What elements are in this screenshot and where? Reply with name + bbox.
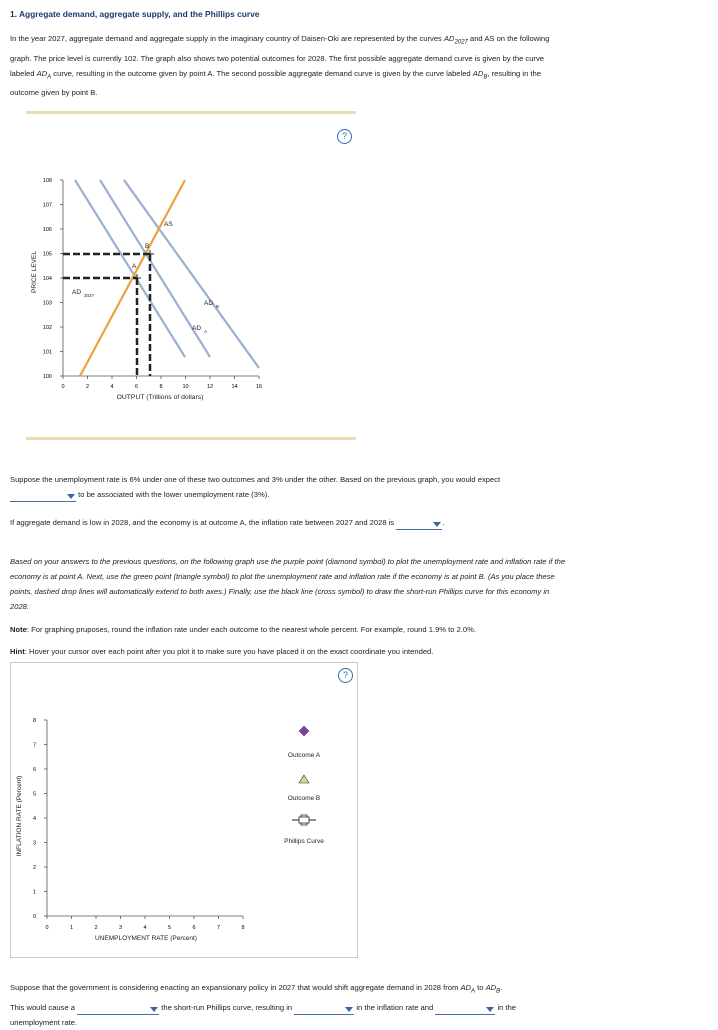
graph1-xtick-2: [86, 376, 89, 390]
graph1-xtick-14: [231, 376, 237, 390]
svg-text:107: 107: [42, 202, 52, 209]
svg-text:0: 0: [32, 914, 36, 920]
svg-text:10: 10: [182, 384, 189, 390]
q2-dropdown[interactable]: [396, 519, 442, 530]
svg-text:4: 4: [110, 384, 114, 390]
graph1-top-border: [26, 111, 356, 114]
graph1-xtick-16: [256, 376, 262, 390]
graph2-ytick-2: [33, 865, 47, 871]
q1-dropdown[interactable]: [10, 491, 76, 502]
outcome-a-tool[interactable]: [288, 726, 321, 759]
svg-text:AD: AD: [204, 300, 214, 307]
help-icon[interactable]: ?: [337, 129, 352, 144]
graph2-xtick-1: [70, 916, 73, 931]
svg-text:6: 6: [134, 384, 139, 390]
svg-text:3: 3: [32, 840, 36, 847]
svg-text:4: 4: [32, 816, 36, 822]
graph2-xtick-3: [119, 916, 122, 931]
graph2-ytick-8: [33, 718, 47, 724]
graph2-ytick-6: [33, 767, 47, 773]
graph1-xtick-12: [207, 376, 213, 390]
svg-text:B: B: [216, 304, 220, 309]
q3-shift-dropdown[interactable]: [77, 1004, 159, 1015]
outcome-a-label: Outcome A: [287, 752, 321, 759]
graph1-xtick-4: [110, 376, 113, 390]
graph2-xtick-7: [217, 916, 220, 931]
question-1: Suppose the unemployment rate is 6% under one of these two outcomes and 3% under the other. Based on the previous graph, you would expect to be associated with the lower unemployment rate (3%).: [10, 472, 570, 502]
graph1-xtick-10: [182, 376, 188, 390]
svg-text:16: 16: [255, 384, 263, 390]
question-2: If aggregate demand is low in 2028, and the economy is at outcome A, the inflation rate between 2027 and 2028 is .: [10, 515, 570, 530]
as-label: AS: [164, 221, 173, 228]
svg-text:6: 6: [32, 767, 36, 773]
outcome-b-tool[interactable]: [288, 775, 321, 802]
help-icon[interactable]: ?: [338, 668, 353, 683]
plot-palette: [270, 720, 350, 855]
graph1-ytick-105: [43, 252, 63, 258]
page-title: 1. Aggregate demand, aggregate supply, and the Phillips curve: [10, 9, 260, 19]
graph2-xtick-8: [241, 916, 244, 931]
svg-text:102: 102: [42, 325, 52, 331]
svg-text:AD: AD: [72, 289, 82, 296]
graph1-xlabel: OUTPUT (Trillions of dollars): [116, 394, 204, 401]
svg-text:2027: 2027: [84, 293, 95, 298]
plot-instructions: Based on your answers to the previous questions, on the following graph use the purple point (diamond symbol) to plot the unemployment rate and inflation rate if the economy is at point A. Next, use the green point (triangle symbol) to plot the unemployment rate and inflation rate if the economy is at point B. (As you place these points, dashed drop lines will automatically extend to both axes.) Finally, use the black line (cross symbol) to draw the short-run Phillips curve for this economy in 2028.: [10, 557, 566, 611]
svg-text:1: 1: [69, 925, 74, 931]
ad2027-label: [72, 289, 95, 298]
point-b-label: B: [145, 243, 150, 250]
graph1-xtick-0: [61, 376, 64, 390]
phillips-curve-label: Phillips Curve: [284, 838, 324, 845]
graph2-xtick-0: [45, 916, 48, 931]
chevron-down-icon: [345, 1007, 353, 1012]
q3-inflation-dropdown[interactable]: [294, 1004, 354, 1015]
diamond-icon[interactable]: [299, 726, 309, 736]
graph2-ytick-3: [33, 841, 47, 847]
ad-as-graph: [26, 160, 296, 410]
graph1-xtick-8: [159, 376, 162, 390]
svg-text:2: 2: [85, 384, 90, 390]
svg-text:7: 7: [216, 925, 221, 931]
svg-text:12: 12: [206, 384, 214, 390]
svg-text:0: 0: [61, 384, 65, 390]
graph1-ytick-103: [43, 301, 63, 307]
svg-text:8: 8: [159, 384, 163, 390]
svg-text:101: 101: [42, 349, 52, 356]
graph1-ytick-107: [43, 203, 63, 209]
graph2-xtick-6: [192, 916, 195, 931]
svg-text:2: 2: [94, 925, 98, 931]
chevron-down-icon: [67, 494, 75, 499]
chevron-down-icon: [150, 1007, 158, 1012]
graph2-x-ticks: [45, 916, 244, 931]
svg-text:3: 3: [118, 925, 123, 931]
graph1-y-ticks: [43, 178, 63, 380]
question-3: Suppose that the government is considering enacting an expansionary policy in 2027 that would shift aggregate demand in 2028 from $AD_A$ to $AD_B$. This would cause a the short-run Phillips curve, resulting in in the inflation rate and in the unemployment rate.: [10, 983, 517, 1027]
svg-text:105: 105: [42, 251, 52, 258]
adb-curve: [124, 180, 259, 368]
svg-text:103: 103: [42, 300, 52, 307]
svg-text:0: 0: [45, 925, 49, 931]
graph1-ytick-108: [43, 178, 63, 184]
svg-text:108: 108: [42, 178, 52, 184]
graph2-xtick-2: [94, 916, 97, 931]
svg-text:14: 14: [231, 384, 238, 390]
svg-text:AD: AD: [192, 325, 202, 332]
graph1-ytick-106: [43, 227, 63, 233]
graph1-ytick-101: [43, 350, 63, 356]
phillips-curve-tool[interactable]: [284, 815, 324, 845]
q3-unemployment-dropdown[interactable]: [435, 1004, 495, 1015]
graph1-ytick-104: [43, 276, 63, 282]
svg-text:8: 8: [32, 718, 36, 724]
ad-curves: [75, 180, 259, 368]
svg-text:A: A: [204, 329, 208, 334]
graph1-ytick-102: [43, 325, 63, 331]
graph1-ylabel: PRICE LEVEL: [31, 251, 38, 293]
note: Note: For graphing pruposes, round the inflation rate under each outcome to the nearest whole percent. For example, round 1.9% to 2.0%.: [10, 625, 477, 634]
svg-text:2: 2: [32, 865, 36, 871]
graph2-ylabel: INFLATION RATE (Percent): [16, 775, 23, 857]
graph1-xtick-6: [135, 376, 138, 390]
svg-text:1: 1: [32, 889, 36, 896]
hint: Hint: Hover your cursor over each point after you plot it to make sure you have placed it on the exact coordinate you intended.: [10, 647, 434, 656]
svg-text:106: 106: [42, 227, 52, 233]
triangle-icon[interactable]: [299, 775, 309, 783]
graph2-y-ticks: [33, 718, 47, 920]
graph1-bottom-border: [26, 437, 356, 440]
svg-text:5: 5: [32, 791, 36, 798]
graph2-ytick-7: [33, 743, 47, 749]
drop-lines: [63, 254, 150, 376]
graph2-ytick-4: [33, 816, 47, 822]
graph2-ytick-5: [33, 792, 47, 798]
chevron-down-icon: [433, 522, 441, 527]
intro-paragraph: In the year 2027, aggregate demand and aggregate supply in the imaginary country of Daisen-Oki are represented by the curves $AD_{2027}$ and AS on the following graph. The price level is currently 102. The graph also shows two potential outcomes for 2028. The first possible aggregate demand curve is given by the curve labeled $AD_A$ curve, resulting in the outcome given by point A. The second possible aggregate demand curve is given by the curve labeled $AD_B$, resulting in the outcome given by point B.: [10, 34, 550, 98]
svg-text:7: 7: [32, 742, 36, 749]
graph2-xlabel: UNEMPLOYMENT RATE (Percent): [95, 935, 197, 942]
graph2-ytick-0: [33, 914, 47, 920]
graph2-xtick-4: [143, 916, 146, 931]
svg-text:4: 4: [143, 925, 147, 931]
graph2-ytick-1: [33, 890, 47, 896]
ad2027-curve: [75, 180, 185, 357]
cross-icon[interactable]: [292, 815, 316, 825]
graph1-ytick-100: [43, 374, 63, 380]
svg-text:8: 8: [241, 925, 245, 931]
chevron-down-icon: [486, 1007, 494, 1012]
svg-text:100: 100: [42, 374, 52, 380]
svg-text:104: 104: [42, 276, 52, 282]
graph1-x-ticks: [61, 376, 262, 390]
phillips-graph[interactable]: [10, 710, 270, 950]
svg-text:5: 5: [167, 925, 172, 931]
graph2-xtick-5: [168, 916, 171, 931]
adb-label: [204, 300, 219, 309]
point-a-label: A: [132, 263, 137, 270]
outcome-b-label: Outcome B: [287, 795, 321, 802]
svg-text:6: 6: [192, 925, 196, 931]
